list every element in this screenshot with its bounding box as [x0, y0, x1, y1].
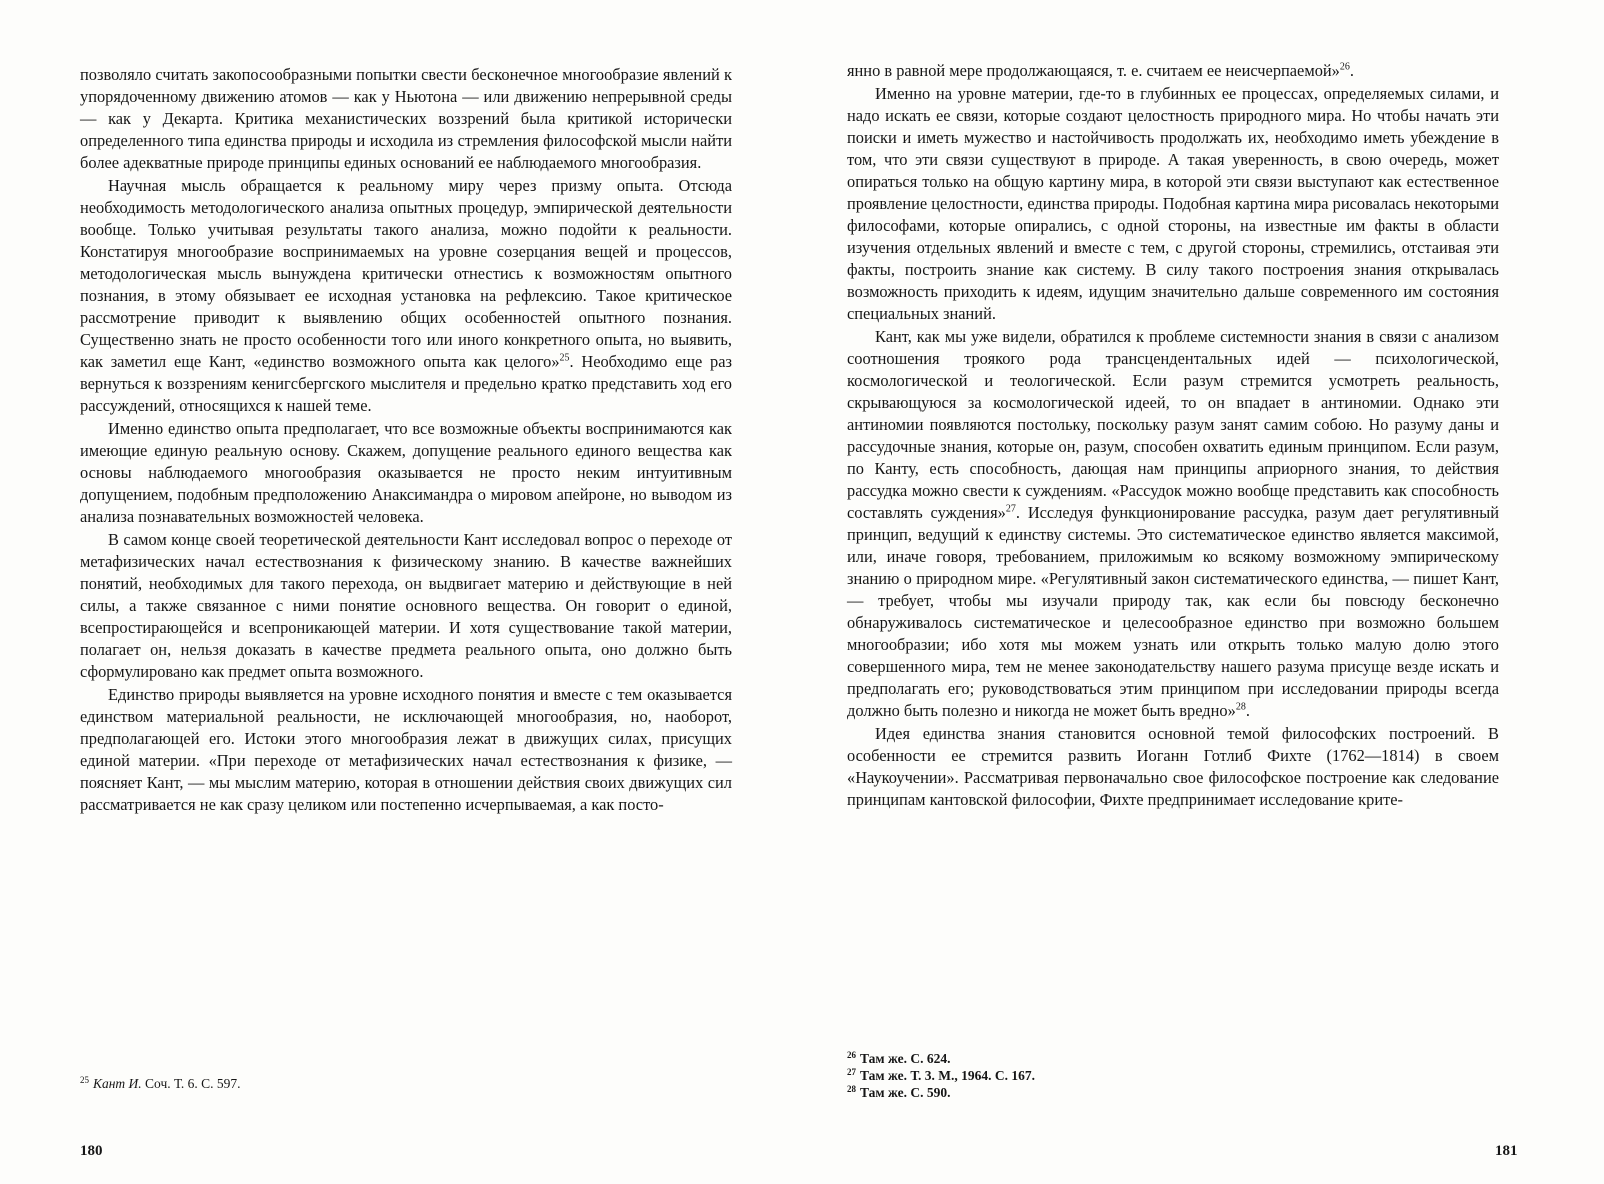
right-footnotes — [847, 1050, 1499, 1101]
paragraph-text: В самом конце своей теоретической деятельности Кант исследовал вопрос о переходе от метафизических начал естествознания к физическому знанию. В качестве важнейших понятий, необходимых для такого перехода, он выдвигает материю и действующие в ней силы, а также связанное с ними понятие основного вещества. Он говорит о единой, всепростирающейся и всепроникающей материи. И хотя существование такой материи, полагает он, нельзя доказать в качестве предмета реального опыта, оно должно быть сформулировано как предмет опыта возможного. — [80, 530, 732, 681]
footnote-ref: 26 — [1339, 61, 1350, 73]
paragraph-text: позволяло считать закопосообразными попытки свести бесконечное многообразие явлений к упорядоченному движению атомов — как у Ньютона — или движению непрерывной среды — как у Декарта. Критика механистических воззрений была критикой исторически определенного типа единства природы и исходила из стремления философской мысли найти более адекватные природе принципы единых оснований ее наблюдаемого многообразия. — [80, 65, 732, 172]
paragraph-text: Кант, как мы уже видели, обратился к проблеме системности знания в связи с анализом соотношения троякого рода трансцендентальных идей — психологической, космологической и теологической. Если разум стремится усмотреть реальность, скрывающуюся за космологической идеей, то он впадает в антиномии. Однако эти антиномии появляются постольку, поскольку разум занят самим собою. Но разуму даны и рассудочные знания, которые он, разум, способен охватить единым принципом. Если разум, по Канту, есть способность, дающая нам принципы априорного знания, то действия рассудка можно свести к суждениям. «Рассудок можно вообще представить как способность составлять суждения» — [847, 327, 1499, 522]
footnote — [847, 1050, 1499, 1067]
footnote-text: Там же. С. 590. — [860, 1085, 951, 1100]
footnote — [80, 1075, 732, 1092]
paragraph — [847, 60, 1499, 82]
paragraph — [80, 529, 732, 683]
paragraph-text: Именно на уровне материи, где-то в глубинных ее процессах, определяемых силами, и надо искать ее связи, которые создают целостность природного мира. Но чтобы начать эти поиски и иметь мужество и настойчивость продолжать их, необходимо иметь убеждение в том, что эти связи существуют в природе. А такая уверенность, в свою очередь, может опираться только на общую картину мира, в которой эти связи выступают как естественное проявление целостности, единства природы. Подобная картина мира рисовалась некоторыми философами, которые опирались, с одной стороны, на известные им факты в области изучения отдельных явлений и вместе с тем, с другой стороны, стремились, отстаивая эти факты, построить знание как систему. В силу такого построения знания открывалась возможность приходить к идеям, идущим значительно дальше современного им состояния специальных знаний. — [847, 84, 1500, 323]
paragraph — [80, 175, 732, 417]
footnote-number: 26 — [847, 1049, 856, 1060]
footnote-text: Соч. Т. 6. С. 597. — [141, 1076, 241, 1091]
footnote-number: 28 — [847, 1083, 856, 1094]
footnote-text: Там же. Т. 3. М., 1964. С. 167. — [860, 1068, 1035, 1083]
right-page — [802, 0, 1604, 1184]
footnote-number: 25 — [80, 1074, 89, 1085]
footnote — [847, 1067, 1499, 1084]
footnote-text: Там же. С. 624. — [860, 1051, 951, 1066]
paragraph — [847, 326, 1499, 722]
paragraph-text: . Необходимо еще раз вернуться к воззрениям кенигсбергского мыслителя и предельно кратко представить ход его рассуждений, относящихся к нашей теме. — [80, 352, 732, 415]
paragraph-text: . — [1349, 61, 1354, 80]
footnote-ref: 25 — [559, 352, 570, 364]
paragraph-text: . Исследуя функционирование рассудка, разум дает регулятивный принцип, ведущий к единству системы. Это систематическое единство является максимой, или, иначе говоря, требованием, приложимым ко всякому возможному эмпирическому знанию о природном мире. «Регулятивный закон систематического единства, — пишет Кант, — требует, чтобы мы изучали природу так, как если бы повсюду бесконечно обнаруживалось систематическое и целесообразное единство при возможно большем многообразии; ибо хотя мы можем узнать или открыть только малую долю этого совершенного мира, тем не менее законодательству нашего разума присуще везде искать и предполагать его; руководствоваться этим принципом при исследовании природы всегда должно быть полезно и никогда не может быть вредно» — [847, 503, 1499, 720]
paragraph — [847, 83, 1499, 325]
footnote — [847, 1084, 1499, 1101]
footnote-author: Кант И. — [93, 1076, 142, 1091]
paragraph-text: Именно единство опыта предполагает, что все возможные объекты воспринимаются как имеющие единую реальную основу. Скажем, допущение реального единого вещества как основы наблюдаемого многообразия оказывается не просто неким интуитивным допущением, подобным предположению Анаксимандра о мировом апейроне, но выводом из анализа познавательных возможностей человека. — [80, 419, 732, 526]
paragraph — [80, 418, 732, 528]
left-page-body — [80, 64, 732, 816]
paragraph — [847, 723, 1499, 811]
footnote-ref: 28 — [1235, 701, 1246, 713]
paragraph — [80, 64, 732, 174]
footnote-number: 27 — [847, 1066, 856, 1077]
left-footnotes — [80, 1075, 732, 1092]
footnote-ref: 27 — [1005, 503, 1016, 515]
paragraph-text: Идея единства знания становится основной темой философских построений. В особенности ее стремится развить Иоганн Готлиб Фихте (1762—1814) в своем «Наукоучении». Рассматривая первоначально свое философское построение как следование принципам кантовской философии, Фихте предпринимает исследование крите- — [847, 724, 1499, 809]
paragraph-text: янно в равной мере продолжающаяся, т. е. считаем ее неисчерпаемой» — [847, 61, 1340, 80]
right-page-body — [847, 60, 1499, 811]
paragraph-text: Научная мысль обращается к реальному миру через призму опыта. Отсюда необходимость методологического анализа опытных процедур, эмпирической деятельности вообще. Только учитывая результаты такого анализа, можно подойти к реальности. Констатируя многообразие воспринимаемых на уровне созерцания вещей и процессов, методологическая мысль вынуждена критически отнестись к возможностям опытного познания, в этому обязывает ее исходная установка на рефлексию. Такое критическое рассмотрение приводит к выявлению общих особенностей опытного познания. Существенно знать не просто особенности того или иного конкретного опыта, но выявить, как заметил еще Кант, «единство возможного опыта как целого» — [80, 176, 732, 371]
paragraph-text: . — [1245, 701, 1250, 720]
paragraph — [80, 684, 732, 816]
paragraph-text: Единство природы выявляется на уровне исходного понятия и вместе с тем оказывается единством материальной реальности, не исключающей многообразия, но, наоборот, предполагающей его. Истоки этого многообразия лежат в движущих силах, присущих единой материи. «При переходе от метафизических начал естествознания к физике, — поясняет Кант, — мы мыслим материю, которая в отношении действия своих движущих сил рассматривается не как сразу целиком или постепенно исчерпываемая, а как посто- — [80, 685, 732, 814]
page-number: 180 — [80, 1143, 103, 1159]
page-number: 181 — [1495, 1143, 1518, 1159]
